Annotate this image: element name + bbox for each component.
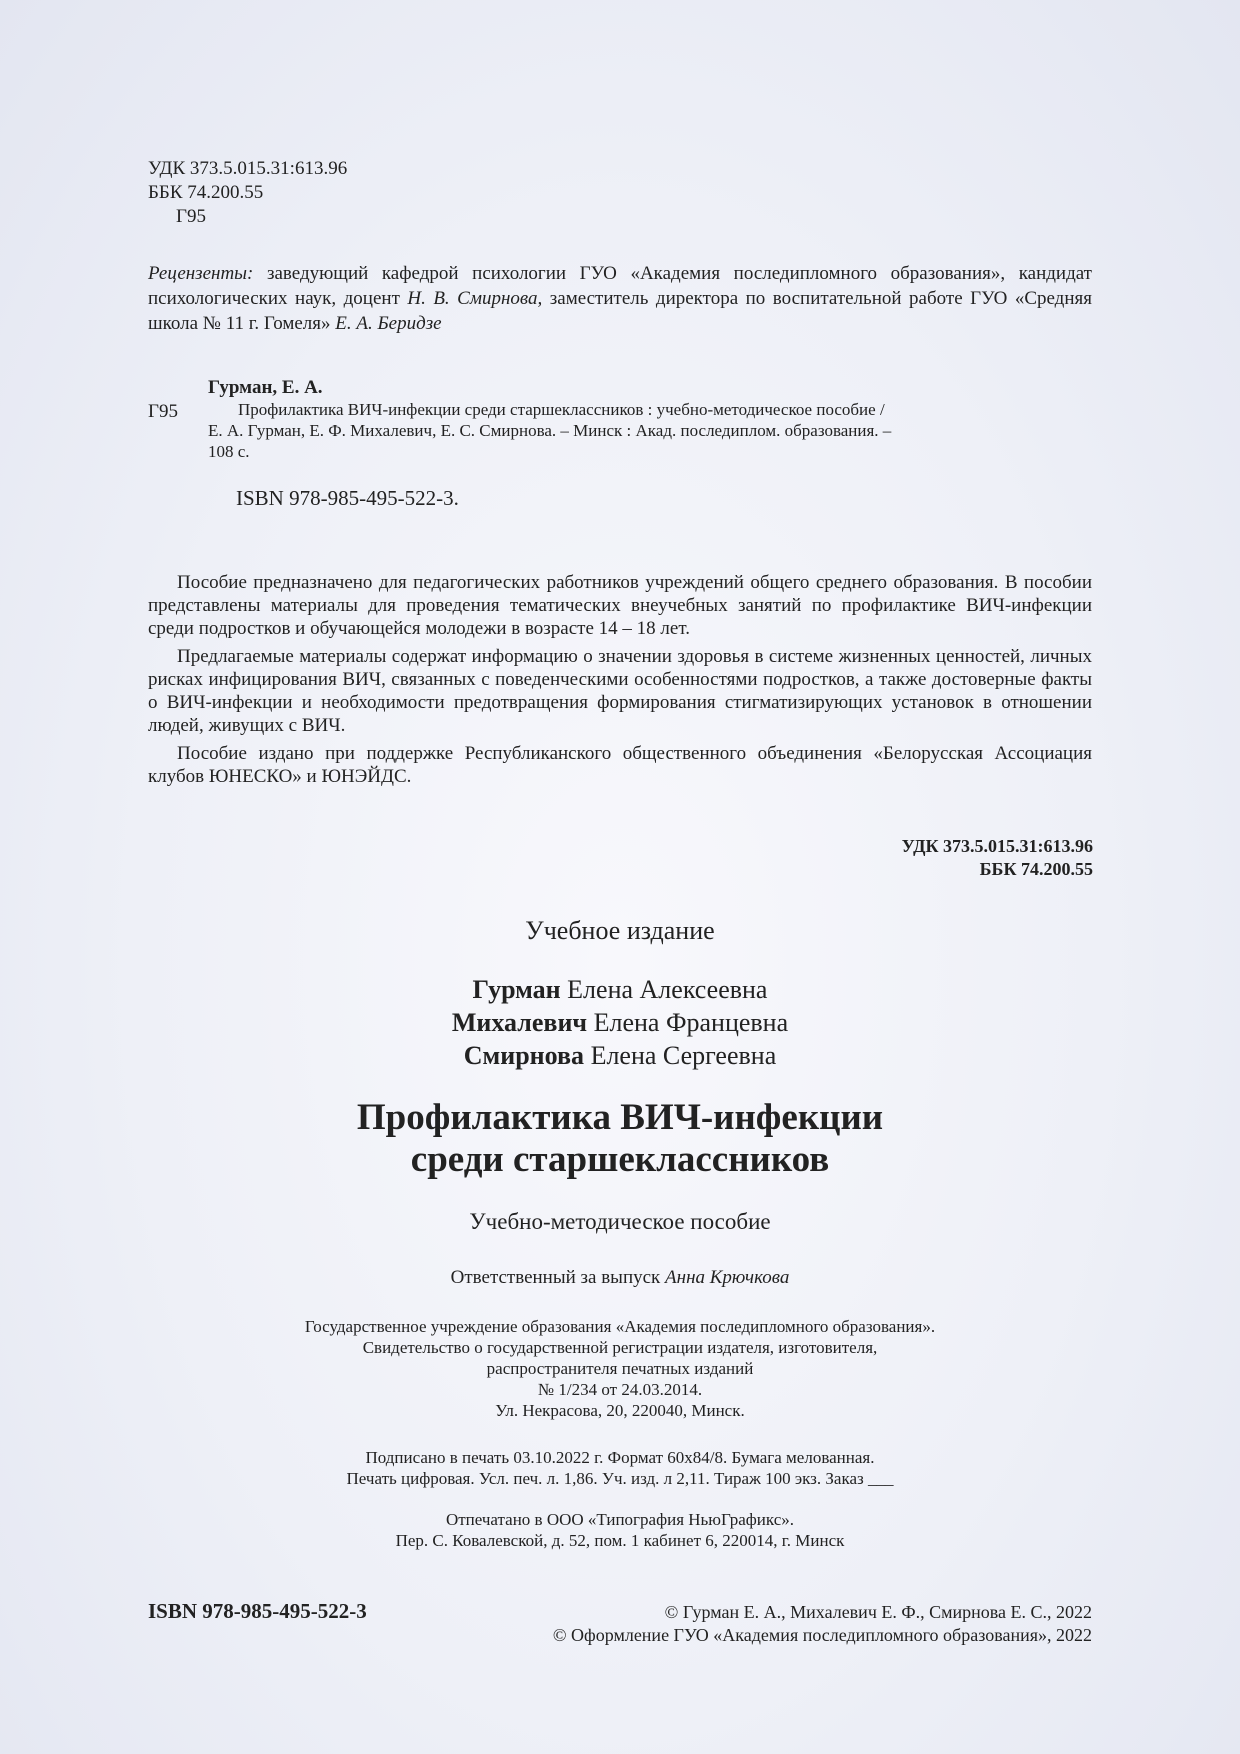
- book-title-line-2: среди старшеклассников: [410, 1139, 830, 1180]
- author-1-name: Елена Алексеевна: [560, 975, 768, 1004]
- edition-type: Учебное издание: [525, 916, 715, 945]
- copyright-authors: © Гурман Е. А., Михалевич Е. Ф., Смирнова Е. С., 2022: [664, 1602, 1092, 1622]
- annotation-paragraph-3: Пособие издано при поддержке Республиканского общественного объединения «Белорусская Ассоциация клубов ЮНЕСКО» и ЮНЭЙДС.: [148, 743, 1092, 787]
- author-3-surname: Смирнова: [463, 1041, 585, 1070]
- print-info-line-2: Печать цифровая. Усл. печ. л. 1,86. Уч. изд. л 2,11. Тираж 100 экз. Заказ ___: [346, 1469, 894, 1488]
- catalog-title-line: Профилактика ВИЧ-инфекции среди старшеклассников : учебно-методическое пособие /: [238, 400, 885, 419]
- publisher-line-1: Государственное учреждение образования «Академия последипломного образования».: [304, 1317, 936, 1336]
- publisher-line-2: Свидетельство о государственной регистрации издателя, изготовителя,: [362, 1338, 878, 1357]
- printer-line-2: Пер. С. Ковалевской, д. 52, пом. 1 кабинет 6, 220014, г. Минск: [395, 1531, 845, 1550]
- reviewer-name-2: Е. А. Беридзе: [335, 313, 442, 334]
- responsible-name: Анна Крючкова: [665, 1267, 790, 1288]
- author-mark: Г95: [176, 206, 206, 227]
- author-1: [0, 974, 1240, 1006]
- publisher-line-5: Ул. Некрасова, 20, 220040, Минск.: [495, 1401, 745, 1420]
- reviewers-text-2: заместитель директора по воспитательной работе ГУО «Средняя школа № 11 г. Гомеля»: [148, 288, 1092, 334]
- book-subtitle: Учебно-методическое пособие: [469, 1209, 771, 1234]
- author-2-surname: Михалевич: [451, 1008, 588, 1037]
- footer-isbn: ISBN 978-985-495-522-3: [148, 1599, 367, 1623]
- publisher-line-4: № 1/234 от 24.03.2014.: [537, 1380, 703, 1399]
- catalog-code: Г95: [148, 401, 178, 422]
- annotation-paragraph-1: Пособие предназначено для педагогических работников учреждений общего среднего образования. В пособии представлены материалы для проведения тематических внеучебных занятий по профилактике ВИЧ-инфекции среди подростков и обучающейся молодежи в возрасте 14 – 18 лет.: [148, 572, 1092, 639]
- bbk-code: ББК 74.200.55: [148, 182, 264, 203]
- author-2-name: Елена Францевна: [587, 1008, 789, 1037]
- catalog-responsibility-line: Е. А. Гурман, Е. Ф. Михалевич, Е. С. Смирнова. – Минск : Акад. последиплом. образования. –: [208, 421, 892, 440]
- author-3: [0, 1040, 1240, 1072]
- publisher-line-3: распространителя печатных изданий: [486, 1359, 754, 1378]
- author-2: [0, 1007, 1240, 1039]
- printer-line-1: Отпечатано в ООО «Типография НьюГрафикс».: [445, 1510, 795, 1529]
- responsible-label: Ответственный за выпуск: [450, 1267, 666, 1288]
- author-1-surname: Гурман: [472, 975, 561, 1004]
- catalog-isbn: ISBN 978-985-495-522-3.: [236, 486, 459, 510]
- bbk-code-right: ББК 74.200.55: [979, 859, 1093, 879]
- reviewers-label: Рецензенты:: [148, 263, 254, 284]
- annotation-paragraph-2: Предлагаемые материалы содержат информацию о значении здоровья в системе жизненных ценностей, личных рисках инфицирования ВИЧ, связанных с поведенческими особенностями подростков, а также достоверные факты о ВИЧ-инфекции и необходимости предотвращения формирования стигматизирующих установок в отношении людей, живущих с ВИЧ.: [148, 646, 1092, 736]
- udk-code-right: УДК 373.5.015.31:613.96: [901, 836, 1093, 856]
- reviewers-block: [148, 261, 1092, 336]
- print-info-line-1: Подписано в печать 03.10.2022 г. Формат 60х84/8. Бумага мелованная.: [365, 1448, 875, 1467]
- responsible-line: [0, 1266, 1240, 1290]
- reviewers-text-1: заведующий кафедрой психологии ГУО «Академия последипломного образования», кандидат психологических наук, доцент: [148, 263, 1092, 309]
- catalog-author: Гурман, Е. А.: [208, 377, 323, 398]
- udk-code: УДК 373.5.015.31:613.96: [148, 158, 348, 179]
- author-3-name: Елена Сергеевна: [584, 1041, 777, 1070]
- catalog-pages: 108 с.: [208, 442, 250, 461]
- reviewer-name-1: Н. В. Смирнова,: [407, 288, 543, 309]
- book-title-line-1: Профилактика ВИЧ-инфекции: [356, 1097, 884, 1138]
- copyright-design: © Оформление ГУО «Академия последипломного образования», 2022: [552, 1625, 1092, 1645]
